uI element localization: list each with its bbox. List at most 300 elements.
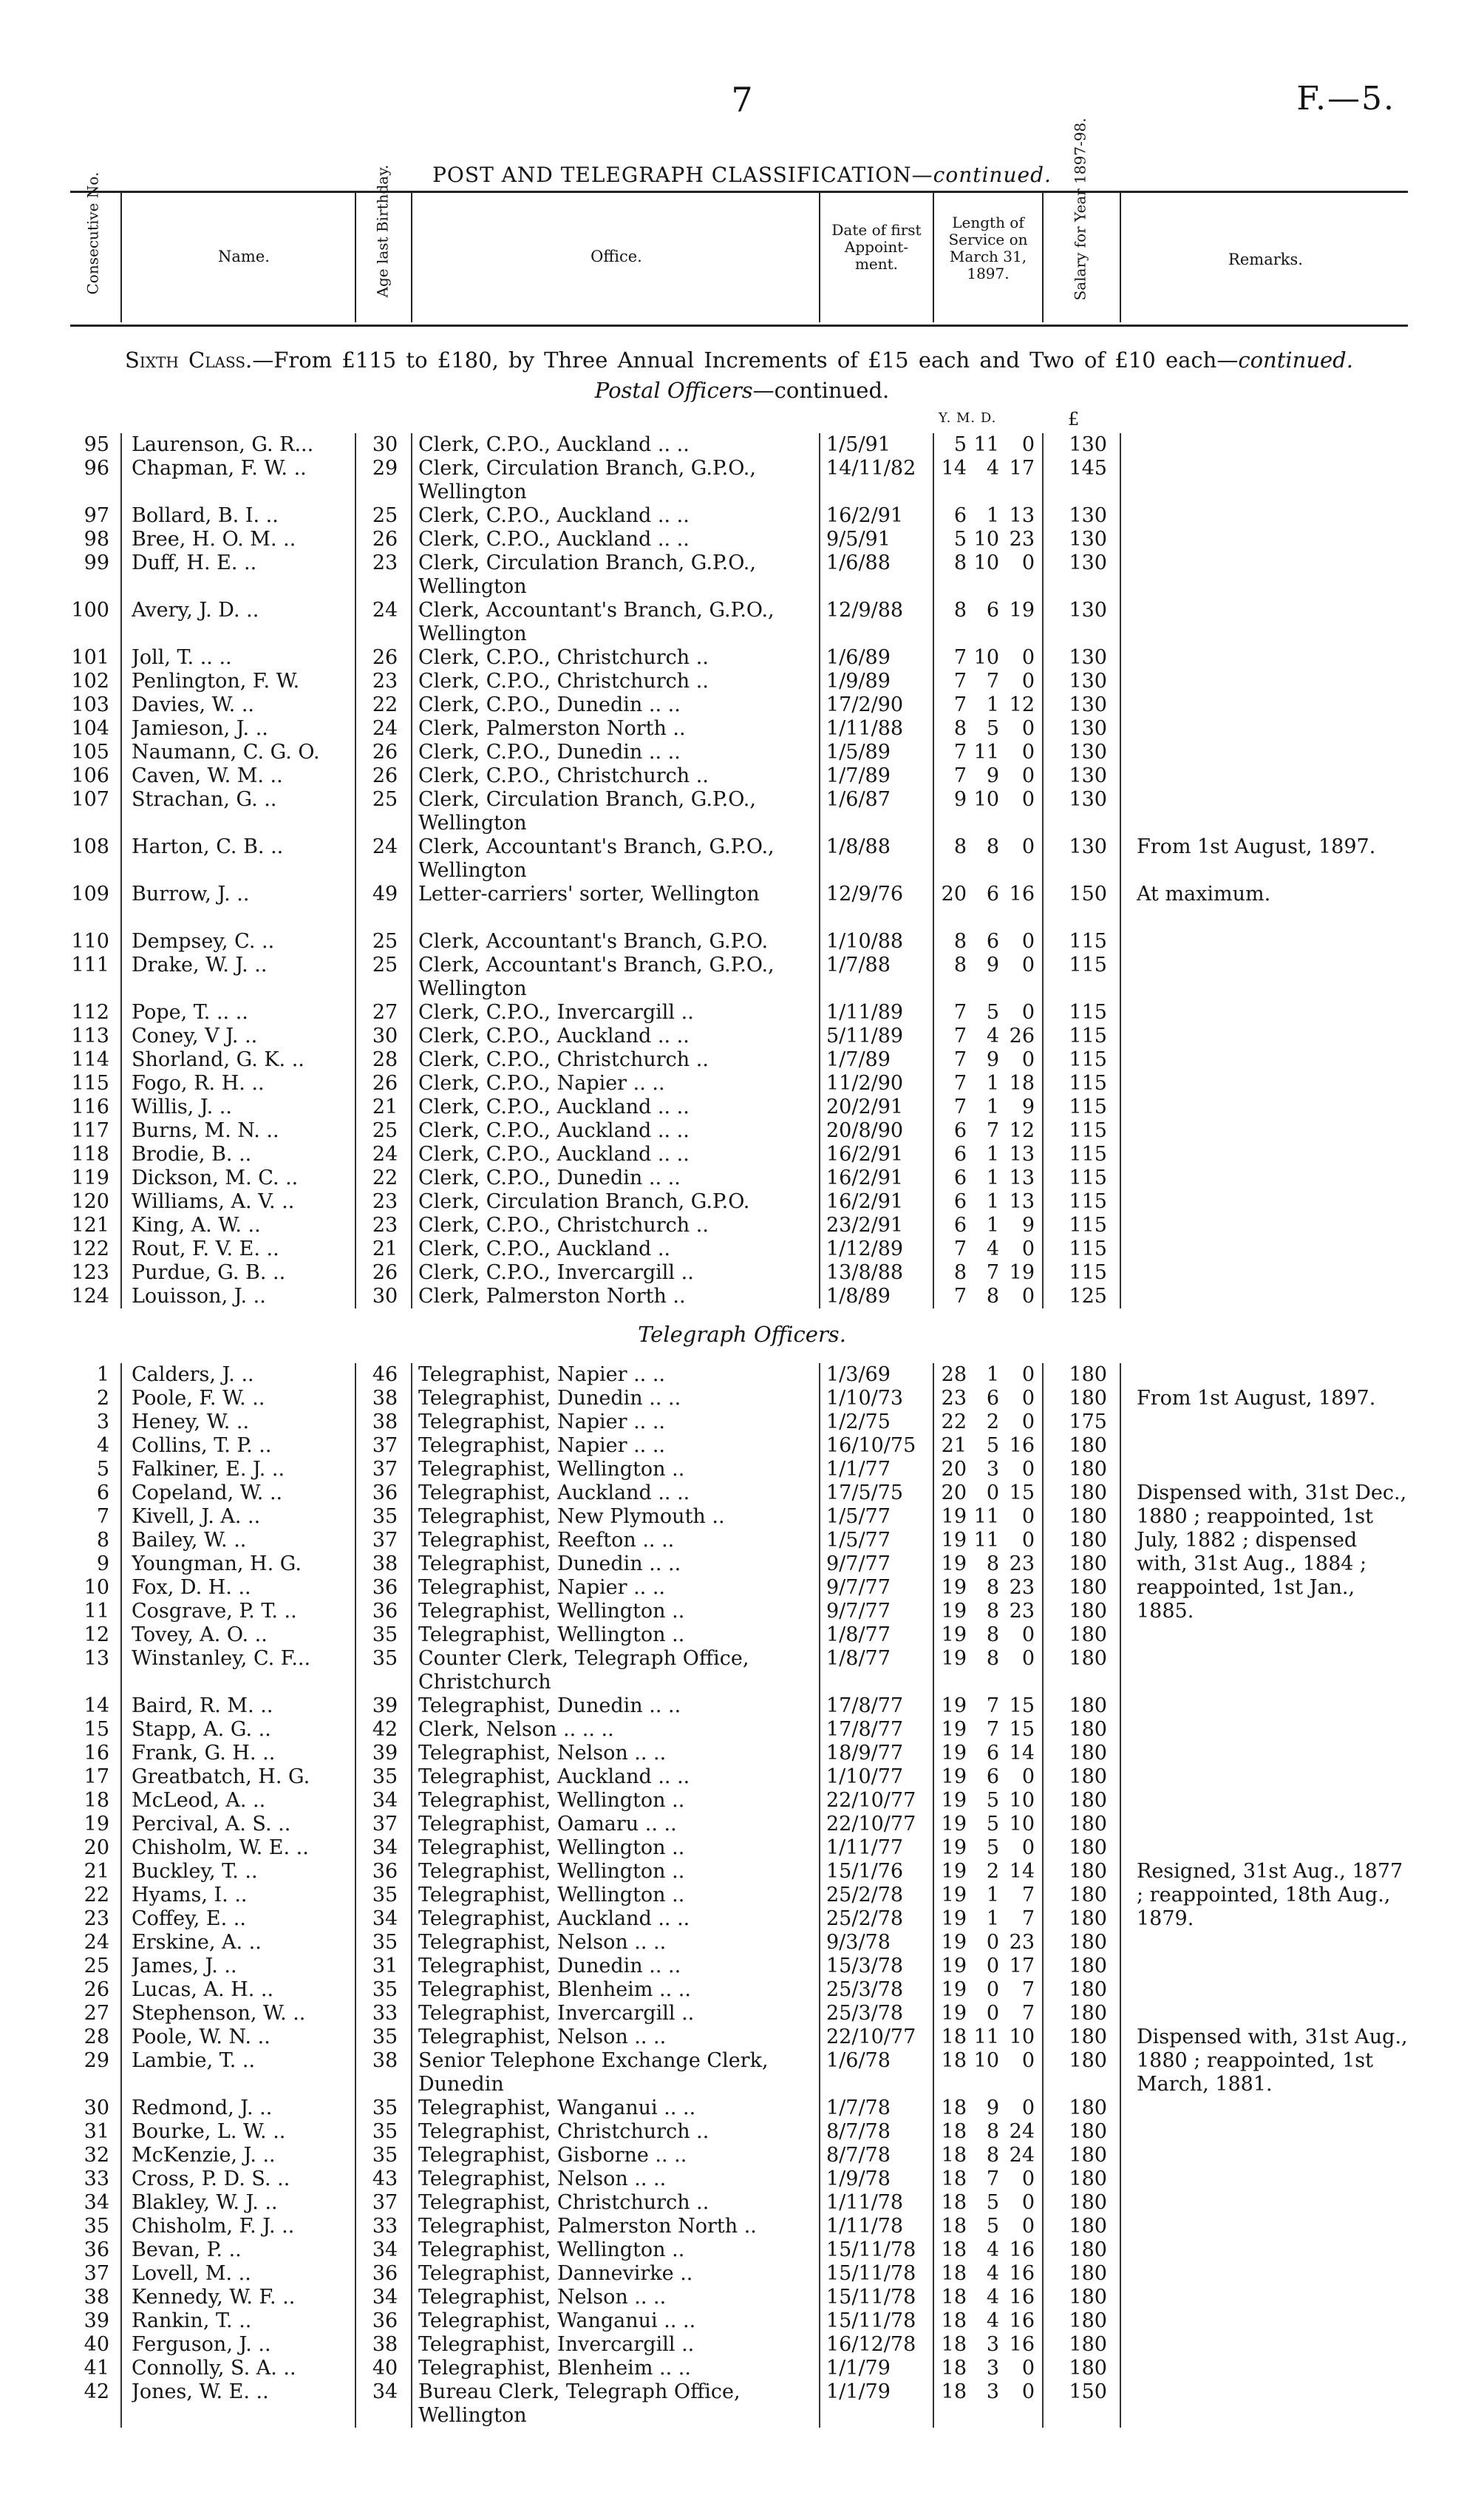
row-service-days: 17 <box>1009 457 1035 480</box>
row-service-months: 8 <box>986 1600 999 1623</box>
row-date: 1/5/77 <box>826 1529 891 1552</box>
row-age: 25 <box>372 954 398 977</box>
table-row <box>0 1001 1484 1025</box>
table-row <box>0 433 1484 457</box>
row-age: 36 <box>372 1576 398 1599</box>
row-service-years: 6 <box>953 1119 967 1142</box>
row-service-days: 0 <box>1021 1505 1035 1528</box>
row-number: 118 <box>71 1143 109 1166</box>
row-date: 16/2/91 <box>826 504 904 527</box>
class-heading <box>70 347 1408 373</box>
column-rule <box>411 1363 412 2428</box>
row-service-years: 18 <box>941 2096 967 2119</box>
row-service-days: 0 <box>1021 1285 1035 1308</box>
row-service-days: 13 <box>1009 1190 1035 1213</box>
row-number: 30 <box>84 2096 109 2119</box>
row-age: 34 <box>372 2380 398 2403</box>
row-office: Telegraphist, Auckland .. .. <box>418 1765 690 1788</box>
row-service-months: 11 <box>973 2025 999 2048</box>
row-service-months: 3 <box>986 1458 999 1481</box>
row-name: Chisholm, W. E. .. <box>132 1836 309 1859</box>
row-name: Erskine, A. .. <box>132 1931 262 1954</box>
row-number: 23 <box>84 1907 109 1930</box>
row-service-months: 9 <box>986 764 999 787</box>
row-number: 18 <box>84 1789 109 1812</box>
row-service-months: 3 <box>986 2380 999 2403</box>
row-service-days: 17 <box>1009 1955 1035 1977</box>
row-service-days: 18 <box>1009 1072 1035 1095</box>
row-age: 38 <box>372 2333 398 2356</box>
row-office: Telegraphist, New Plymouth .. <box>418 1505 725 1528</box>
row-office: Clerk, C.P.O., Christchurch .. <box>418 1214 709 1237</box>
row-name: Greatbatch, H. G. <box>132 1765 310 1788</box>
col-header-remarks: Remarks. <box>1228 251 1303 268</box>
row-service-months: 0 <box>986 2002 999 2025</box>
row-service-days: 23 <box>1009 528 1035 551</box>
row-service-years: 19 <box>941 1623 967 1646</box>
row-salary: 125 <box>1069 1285 1107 1308</box>
row-service-days: 0 <box>1021 433 1035 456</box>
row-date: 1/11/78 <box>826 2215 904 2238</box>
row-age: 35 <box>372 1505 398 1528</box>
table-row <box>0 1789 1484 1813</box>
row-name: Redmond, J. .. <box>132 2096 273 2119</box>
row-date: 1/1/77 <box>826 1458 891 1481</box>
row-office: Telegraphist, Wellington .. <box>418 2238 685 2261</box>
table-row <box>0 2002 1484 2025</box>
row-salary: 115 <box>1069 1048 1107 1071</box>
row-service-years: 20 <box>941 1458 967 1481</box>
row-service-months: 4 <box>986 2238 999 2261</box>
row-office: Clerk, C.P.O., Christchurch .. <box>418 670 709 693</box>
column-divider <box>355 191 356 322</box>
row-date: 1/7/78 <box>826 2096 891 2119</box>
row-name: Chapman, F. W. .. <box>132 457 307 480</box>
row-office: Telegraphist, Napier .. .. <box>418 1434 665 1457</box>
row-date: 25/3/78 <box>826 1978 904 2001</box>
row-name: Falkiner, E. J. .. <box>132 1458 285 1481</box>
row-number: 105 <box>71 741 109 764</box>
row-date: 9/7/77 <box>826 1600 891 1623</box>
table-row <box>0 646 1484 670</box>
row-office: Clerk, C.P.O., Dunedin .. .. <box>418 1167 681 1189</box>
row-service-days: 16 <box>1009 1434 1035 1457</box>
row-name: Chisholm, F. J. .. <box>132 2215 295 2238</box>
row-name: Frank, G. H. .. <box>132 1742 276 1765</box>
row-date: 17/2/90 <box>826 693 904 716</box>
column-rule <box>355 1363 356 2428</box>
row-office: Telegraphist, Invercargill .. <box>418 2333 695 2356</box>
row-service-days: 0 <box>1021 1001 1035 1024</box>
row-age: 35 <box>372 2025 398 2048</box>
row-service-months: 6 <box>986 1742 999 1765</box>
row-office: Clerk, Palmerston North .. <box>418 717 686 740</box>
row-number: 107 <box>71 788 109 811</box>
row-service-months: 4 <box>986 2286 999 2309</box>
row-name: Coney, V J. .. <box>132 1025 258 1047</box>
row-date: 1/8/88 <box>826 835 891 858</box>
row-office: Telegraphist, Gisborne .. .. <box>418 2144 687 2167</box>
row-age: 36 <box>372 1860 398 1883</box>
row-age: 35 <box>372 2144 398 2167</box>
row-service-months: 0 <box>986 1931 999 1954</box>
row-date: 9/3/78 <box>826 1931 891 1954</box>
row-name: Poole, W. N. .. <box>132 2025 270 2048</box>
table-row <box>0 670 1484 693</box>
row-service-months: 7 <box>986 1119 999 1142</box>
row-name: Caven, W. M. .. <box>132 764 283 787</box>
row-service-days: 13 <box>1009 1143 1035 1166</box>
row-office: Clerk, C.P.O., Dunedin .. .. <box>418 693 681 716</box>
row-service-days: 16 <box>1009 2238 1035 2261</box>
table-row <box>0 1505 1484 1529</box>
row-date: 1/11/77 <box>826 1836 904 1859</box>
row-salary: 115 <box>1069 1167 1107 1189</box>
row-service-years: 19 <box>941 1884 967 1906</box>
row-service-years: 19 <box>941 1860 967 1883</box>
row-name: Bailey, W. .. <box>132 1529 247 1552</box>
col-header-salary: Salary for Year 1897-98. <box>1071 118 1089 301</box>
row-date: 1/11/89 <box>826 1001 904 1024</box>
row-number: 34 <box>84 2191 109 2214</box>
row-salary: 180 <box>1069 2262 1107 2285</box>
row-service-years: 7 <box>953 1096 967 1118</box>
row-service-days: 0 <box>1021 1623 1035 1646</box>
row-service-months: 9 <box>986 1048 999 1071</box>
row-service-days: 13 <box>1009 504 1035 527</box>
row-office: Telegraphist, Auckland .. .. <box>418 1481 690 1504</box>
table-row <box>0 1434 1484 1458</box>
row-date: 1/3/69 <box>826 1363 891 1386</box>
row-service-days: 15 <box>1009 1694 1035 1717</box>
row-age: 24 <box>372 599 398 622</box>
row-date: 1/8/77 <box>826 1623 891 1646</box>
row-office: Clerk, C.P.O., Invercargill .. <box>418 1261 694 1284</box>
row-number: 4 <box>96 1434 109 1457</box>
table-row <box>0 1025 1484 1048</box>
row-service-days: 0 <box>1021 930 1035 953</box>
row-office: Telegraphist, Reefton .. .. <box>418 1529 675 1552</box>
row-salary: 115 <box>1069 1261 1107 1284</box>
row-number: 124 <box>71 1285 109 1308</box>
row-service-years: 19 <box>941 1552 967 1575</box>
row-number: 5 <box>96 1458 109 1481</box>
column-rule <box>1120 433 1121 1308</box>
row-age: 23 <box>372 670 398 693</box>
row-office: Clerk, C.P.O., Christchurch .. <box>418 1048 709 1071</box>
row-age: 36 <box>372 1600 398 1623</box>
row-date: 8/7/78 <box>826 2144 891 2167</box>
row-service-years: 8 <box>953 1261 967 1284</box>
row-name: Winstanley, C. F... <box>132 1647 311 1670</box>
table-row <box>0 788 1484 835</box>
row-age: 35 <box>372 1931 398 1954</box>
row-age: 26 <box>372 741 398 764</box>
row-age: 37 <box>372 1813 398 1836</box>
row-office: Clerk, Circulation Branch, G.P.O., Wellington <box>418 457 756 503</box>
row-name: Collins, T. P. .. <box>132 1434 272 1457</box>
table-row <box>0 2309 1484 2333</box>
row-office: Telegraphist, Dunedin .. .. <box>418 1955 681 1977</box>
row-office: Telegraphist, Wellington .. <box>418 1623 685 1646</box>
row-office: Clerk, Nelson .. .. .. <box>418 1718 614 1741</box>
row-salary: 180 <box>1069 1647 1107 1670</box>
row-date: 14/11/82 <box>826 457 916 480</box>
row-date: 1/8/89 <box>826 1285 891 1308</box>
col-header-date: Date of first Appoint- ment. <box>831 221 922 273</box>
row-service-months: 0 <box>986 1481 999 1504</box>
table-row <box>0 835 1484 883</box>
row-service-months: 7 <box>986 1718 999 1741</box>
row-salary: 180 <box>1069 1576 1107 1599</box>
row-service-months: 10 <box>973 646 999 669</box>
row-office: Counter Clerk, Telegraph Office, Christchurch <box>418 1647 749 1694</box>
row-number: 117 <box>71 1119 109 1142</box>
row-service-years: 5 <box>953 528 967 551</box>
row-service-years: 23 <box>941 1387 967 1410</box>
row-office: Clerk, C.P.O., Napier .. .. <box>418 1072 665 1095</box>
row-service-days: 0 <box>1021 1647 1035 1670</box>
row-name: Lambie, T. .. <box>132 2049 256 2072</box>
row-remarks: At maximum. <box>1137 883 1271 906</box>
row-service-days: 0 <box>1021 1836 1035 1859</box>
table-row <box>0 1410 1484 1434</box>
row-date: 1/7/89 <box>826 764 891 787</box>
row-age: 24 <box>372 835 398 858</box>
row-name: Copeland, W. .. <box>132 1481 283 1504</box>
row-date: 1/2/75 <box>826 1410 891 1433</box>
row-service-days: 0 <box>1021 717 1035 740</box>
row-service-years: 18 <box>941 2144 967 2167</box>
table-row <box>0 1143 1484 1167</box>
row-number: 104 <box>71 717 109 740</box>
table-row <box>0 1623 1484 1647</box>
row-service-years: 20 <box>941 883 967 906</box>
column-rule <box>819 1363 820 2428</box>
row-salary: 130 <box>1069 504 1107 527</box>
table-row <box>0 457 1484 504</box>
row-date: 1/12/89 <box>826 1237 904 1260</box>
row-office: Clerk, C.P.O., Dunedin .. .. <box>418 741 681 764</box>
row-age: 35 <box>372 1884 398 1906</box>
row-office: Telegraphist, Christchurch .. <box>418 2191 709 2214</box>
row-name: Williams, A. V. .. <box>132 1190 295 1213</box>
row-name: Bollard, B. I. .. <box>132 504 279 527</box>
row-age: 29 <box>372 457 398 480</box>
row-office: Bureau Clerk, Telegraph Office, Wellington <box>418 2380 741 2427</box>
row-date: 1/9/89 <box>826 670 891 693</box>
row-name: Shorland, G. K. .. <box>132 1048 304 1071</box>
row-office: Clerk, Circulation Branch, G.P.O. <box>418 1190 750 1213</box>
row-service-days: 0 <box>1021 764 1035 787</box>
row-salary: 180 <box>1069 2191 1107 2214</box>
row-service-days: 0 <box>1021 788 1035 811</box>
row-service-days: 9 <box>1021 1214 1035 1237</box>
row-office: Clerk, C.P.O., Christchurch .. <box>418 764 709 787</box>
row-service-months: 8 <box>986 835 999 858</box>
row-date: 12/9/88 <box>826 599 904 622</box>
row-name: Lucas, A. H. .. <box>132 1978 274 2001</box>
row-service-years: 7 <box>953 693 967 716</box>
row-service-years: 18 <box>941 2049 967 2072</box>
row-salary: 115 <box>1069 1025 1107 1047</box>
table-row <box>0 2262 1484 2286</box>
table-row <box>0 930 1484 954</box>
row-number: 20 <box>84 1836 109 1859</box>
row-name: Blakley, W. J. .. <box>132 2191 278 2214</box>
row-service-years: 8 <box>953 930 967 953</box>
row-salary: 180 <box>1069 1718 1107 1741</box>
row-salary: 115 <box>1069 1214 1107 1237</box>
table-row <box>0 599 1484 646</box>
row-name: Poole, F. W. .. <box>132 1387 265 1410</box>
row-service-years: 19 <box>941 1813 967 1836</box>
row-name: Burrow, J. .. <box>132 883 250 906</box>
row-salary: 180 <box>1069 2333 1107 2356</box>
row-name: Laurenson, G. R... <box>132 433 314 456</box>
row-salary: 115 <box>1069 1119 1107 1142</box>
row-date: 18/9/77 <box>826 1742 904 1765</box>
row-age: 42 <box>372 1718 398 1741</box>
row-age: 30 <box>372 1025 398 1047</box>
row-date: 1/10/73 <box>826 1387 904 1410</box>
row-service-years: 9 <box>953 788 967 811</box>
class-continued: continued. <box>1238 347 1353 373</box>
row-date: 25/2/78 <box>826 1907 904 1930</box>
row-name: Coffey, E. .. <box>132 1907 246 1930</box>
row-service-years: 18 <box>941 2357 967 2380</box>
row-age: 23 <box>372 1214 398 1237</box>
row-salary: 130 <box>1069 599 1107 622</box>
row-age: 34 <box>372 1836 398 1859</box>
col-header-consecutive-no: Consecutive No. <box>84 172 102 295</box>
row-salary: 180 <box>1069 1623 1107 1646</box>
row-service-years: 7 <box>953 764 967 787</box>
table-row <box>0 741 1484 764</box>
row-name: Jamieson, J. .. <box>132 717 268 740</box>
column-rule <box>411 433 412 1308</box>
row-salary: 180 <box>1069 1505 1107 1528</box>
page-title <box>0 163 1484 187</box>
row-date: 1/7/89 <box>826 1048 891 1071</box>
table-row <box>0 1978 1484 2002</box>
row-service-years: 22 <box>941 1410 967 1433</box>
row-service-years: 6 <box>953 1143 967 1166</box>
row-date: 5/11/89 <box>826 1025 904 1047</box>
row-salary: 180 <box>1069 1836 1107 1859</box>
row-age: 37 <box>372 2191 398 2214</box>
row-office: Telegraphist, Blenheim .. .. <box>418 1978 691 2001</box>
page-number: 7 <box>731 80 753 120</box>
row-service-days: 0 <box>1021 2096 1035 2119</box>
column-divider <box>120 191 122 322</box>
row-number: 27 <box>84 2002 109 2025</box>
row-age: 36 <box>372 2262 398 2285</box>
table-row <box>0 1048 1484 1072</box>
row-salary: 150 <box>1069 2380 1107 2403</box>
row-age: 26 <box>372 528 398 551</box>
row-service-months: 8 <box>986 2120 999 2143</box>
row-service-days: 0 <box>1021 1387 1035 1410</box>
row-office: Telegraphist, Oamaru .. .. <box>418 1813 677 1836</box>
row-service-months: 3 <box>986 2357 999 2380</box>
table-row <box>0 528 1484 551</box>
table-row <box>0 1387 1484 1410</box>
row-date: 1/8/77 <box>826 1647 891 1670</box>
row-service-months: 1 <box>986 1884 999 1906</box>
table-row <box>0 2357 1484 2380</box>
row-service-months: 4 <box>986 1237 999 1260</box>
row-service-days: 23 <box>1009 1931 1035 1954</box>
row-age: 46 <box>372 1363 398 1386</box>
row-service-years: 18 <box>941 2380 967 2403</box>
row-date: 9/5/91 <box>826 528 891 551</box>
row-name: Buckley, T. .. <box>132 1860 258 1883</box>
table-row <box>0 2238 1484 2262</box>
table-row <box>0 1718 1484 1742</box>
row-age: 40 <box>372 2357 398 2380</box>
row-number: 35 <box>84 2215 109 2238</box>
row-salary: 130 <box>1069 670 1107 693</box>
row-number: 96 <box>84 457 109 480</box>
row-date: 16/2/91 <box>826 1190 904 1213</box>
table-row <box>0 2120 1484 2144</box>
row-number: 40 <box>84 2333 109 2356</box>
row-name: Heney, W. .. <box>132 1410 250 1433</box>
row-service-days: 23 <box>1009 1576 1035 1599</box>
row-office: Telegraphist, Wanganui .. .. <box>418 2096 696 2119</box>
row-date: 16/10/75 <box>826 1434 916 1457</box>
row-age: 24 <box>372 1143 398 1166</box>
row-office: Clerk, C.P.O., Auckland .. .. <box>418 1096 690 1118</box>
row-age: 25 <box>372 930 398 953</box>
row-service-months: 7 <box>986 2167 999 2190</box>
row-name: Penlington, F. W. <box>132 670 300 693</box>
row-age: 30 <box>372 1285 398 1308</box>
row-service-days: 0 <box>1021 551 1035 574</box>
row-number: 24 <box>84 1931 109 1954</box>
row-service-months: 8 <box>986 1647 999 1670</box>
row-service-months: 8 <box>986 1285 999 1308</box>
row-age: 25 <box>372 788 398 811</box>
table-row <box>0 2049 1484 2096</box>
row-service-months: 5 <box>986 1813 999 1836</box>
row-salary: 130 <box>1069 646 1107 669</box>
row-salary: 145 <box>1069 457 1107 480</box>
row-age: 22 <box>372 693 398 716</box>
row-service-months: 1 <box>986 693 999 716</box>
row-office: Clerk, Circulation Branch, G.P.O., Wellington <box>418 551 756 598</box>
row-salary: 180 <box>1069 2144 1107 2167</box>
row-salary: 180 <box>1069 2167 1107 2190</box>
row-salary: 180 <box>1069 1884 1107 1906</box>
row-date: 1/5/77 <box>826 1505 891 1528</box>
row-service-years: 14 <box>941 457 967 480</box>
row-number: 29 <box>84 2049 109 2072</box>
row-office: Clerk, Palmerston North .. <box>418 1285 686 1308</box>
row-number: 100 <box>71 599 109 622</box>
row-service-years: 8 <box>953 954 967 977</box>
row-service-months: 1 <box>986 1214 999 1237</box>
table-row <box>0 1907 1484 1931</box>
row-service-days: 0 <box>1021 741 1035 764</box>
table-row <box>0 1072 1484 1096</box>
row-service-years: 7 <box>953 1237 967 1260</box>
row-service-days: 14 <box>1009 1860 1035 1883</box>
row-service-days: 0 <box>1021 2049 1035 2072</box>
row-date: 13/8/88 <box>826 1261 904 1284</box>
row-salary: 130 <box>1069 433 1107 456</box>
